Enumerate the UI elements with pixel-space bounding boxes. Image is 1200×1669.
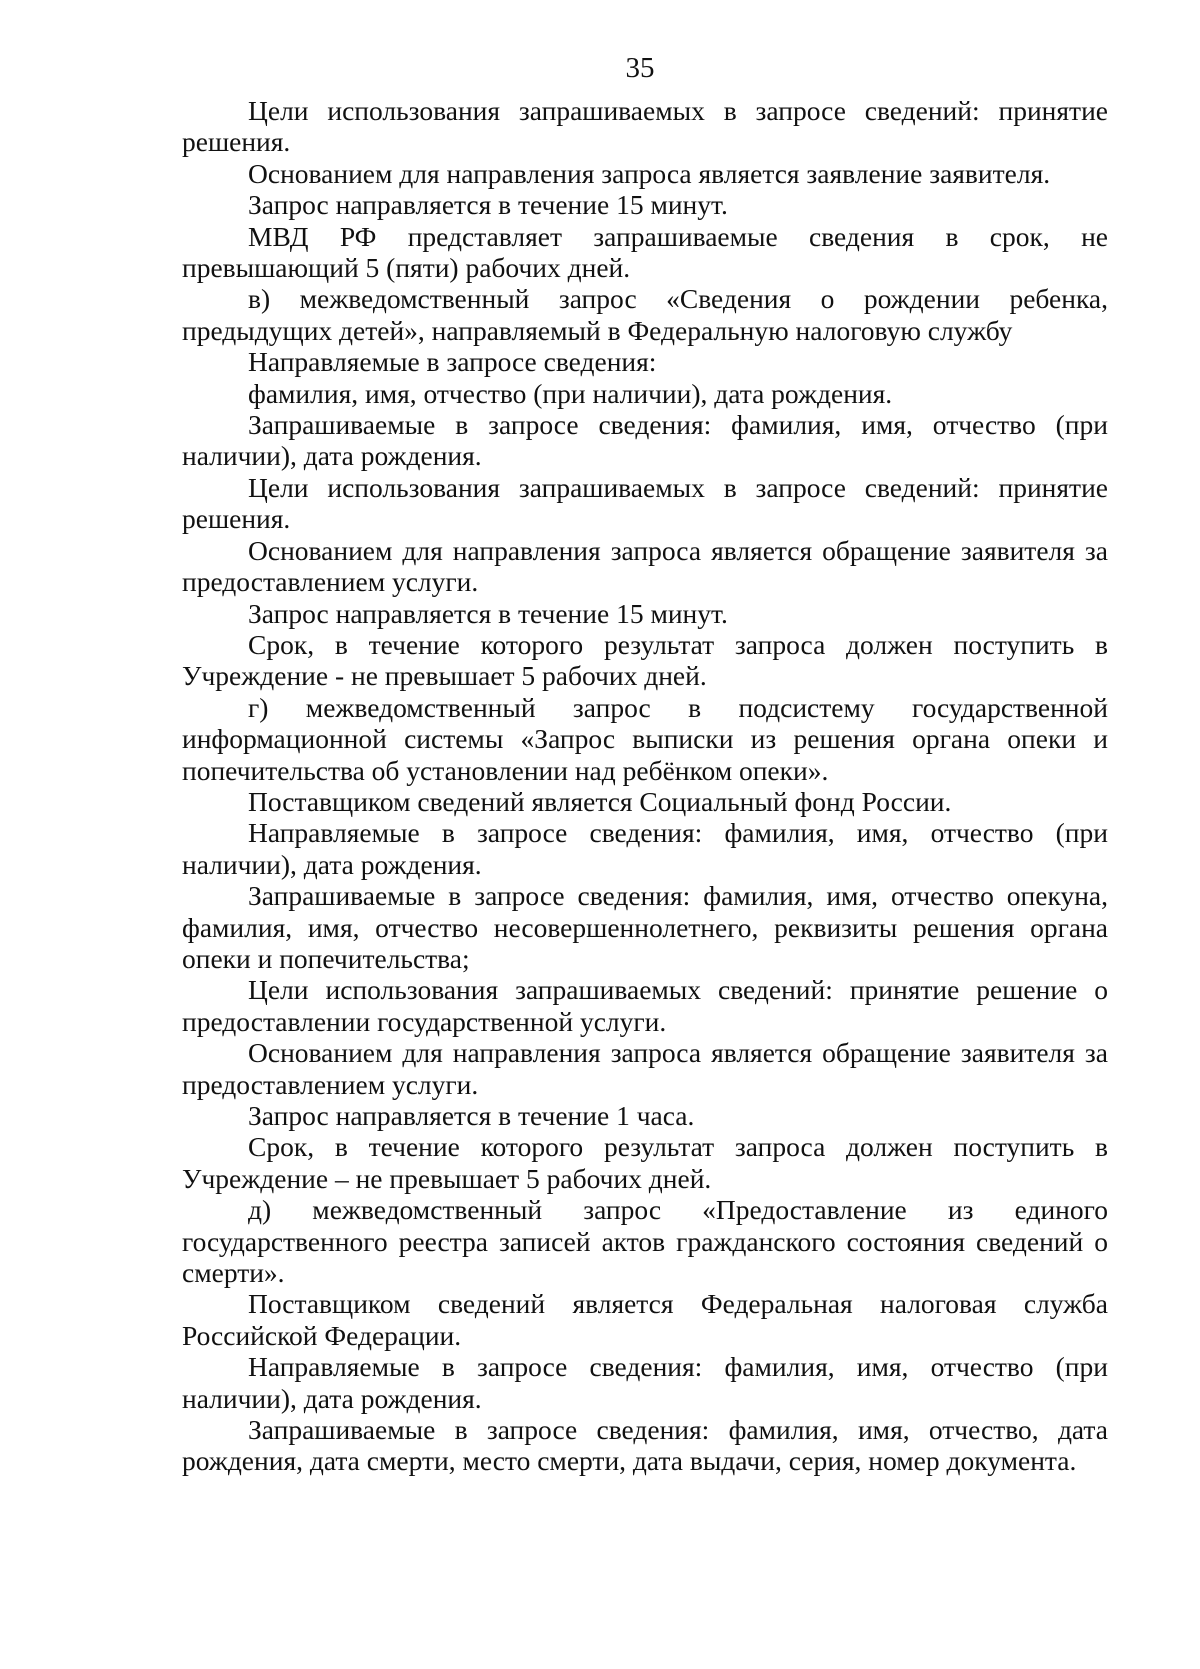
paragraph-request-time-1: Запрос направляется в течение 15 минут. [248, 189, 728, 221]
paragraph-goal-decision-3: Цели использования запрашиваемых сведений: принятие решение о предоставлении государственной услуги. [182, 974, 1108, 1037]
paragraph-result-deadline-1: Срок, в течение которого результат запроса должен поступить в Учреждение - не превышает 5 рабочих дней. [182, 628, 1108, 692]
paragraph-provider-fns: Поставщиком сведений является Федеральная налоговая служба Российской Федерации. [182, 1288, 1108, 1351]
paragraph-sent-data-2: Направляемые в запросе сведения: фамилия, имя, отчество (при наличии), дата рождения. [182, 817, 1108, 880]
paragraph-requested-data-3: Запрашиваемые в запросе сведения: фамилия, имя, отчество, дата рождения, дата смерти, место смерти, дата выдачи, серия, номер документа. [182, 1414, 1108, 1477]
paragraph-sent-data-heading: Направляемые в запросе сведения: [248, 346, 657, 378]
paragraph-item-v: в) межведомственный запрос «Сведения о рождении ребенка, предыдущих детей», направляемый в Федеральную налоговую службу [182, 283, 1108, 346]
paragraph-item-g: г) межведомственный запрос в подсистему государственной информационной системы «Запрос выписки из решения органа опеки и попечительства об установлении над ребёнком опеки». [182, 691, 1108, 786]
paragraph-goal-decision-1: Цели использования запрашиваемых в запросе сведений: принятие решения. [182, 95, 1108, 158]
paragraph-sent-data-3: Направляемые в запросе сведения: фамилия, имя, отчество (при наличии), дата рождения. [182, 1351, 1108, 1414]
paragraph-requested-data-2: Запрашиваемые в запросе сведения: фамилия, имя, отчество опекуна, фамилия, имя, отчество несовершеннолетнего, реквизиты решения органа опеки и попечительства; [182, 880, 1108, 974]
paragraph-request-time-2: Запрос направляется в течение 15 минут. [248, 597, 728, 629]
paragraph-basis-appeal-2: Основанием для направления запроса является обращение заявителя за предоставлением услуги. [182, 1037, 1108, 1100]
document-body [182, 95, 1108, 1477]
paragraph-result-deadline-2: Срок, в течение которого результат запроса должен поступить в Учреждение – не превышает 5 рабочих дней. [182, 1131, 1108, 1194]
page-number: 35 [625, 52, 655, 84]
paragraph-request-time-3: Запрос направляется в течение 1 часа. [248, 1100, 695, 1131]
paragraph-goal-decision-2: Цели использования запрашиваемых в запросе сведений: принятие решения. [182, 471, 1108, 535]
paragraph-basis-appeal-1: Основанием для направления запроса является обращение заявителя за предоставлением услуги. [182, 534, 1108, 598]
paragraph-requested-data-1: Запрашиваемые в запросе сведения: фамилия, имя, отчество (при наличии), дата рождения. [182, 409, 1108, 472]
paragraph-basis-application: Основанием для направления запроса является заявление заявителя. [248, 157, 1051, 189]
paragraph-sent-data-fields: фамилия, имя, отчество (при наличии), дата рождения. [248, 377, 893, 409]
paragraph-provider-sfr: Поставщиком сведений является Социальный фонд России. [248, 785, 952, 817]
paragraph-mvd-deadline: МВД РФ представляет запрашиваемые сведения в срок, не превышающий 5 (пяти) рабочих дней. [182, 220, 1108, 284]
paragraph-item-d: д) межведомственный запрос «Предоставление из единого государственного реестра записей актов гражданского состояния сведений о смерти». [182, 1194, 1108, 1289]
